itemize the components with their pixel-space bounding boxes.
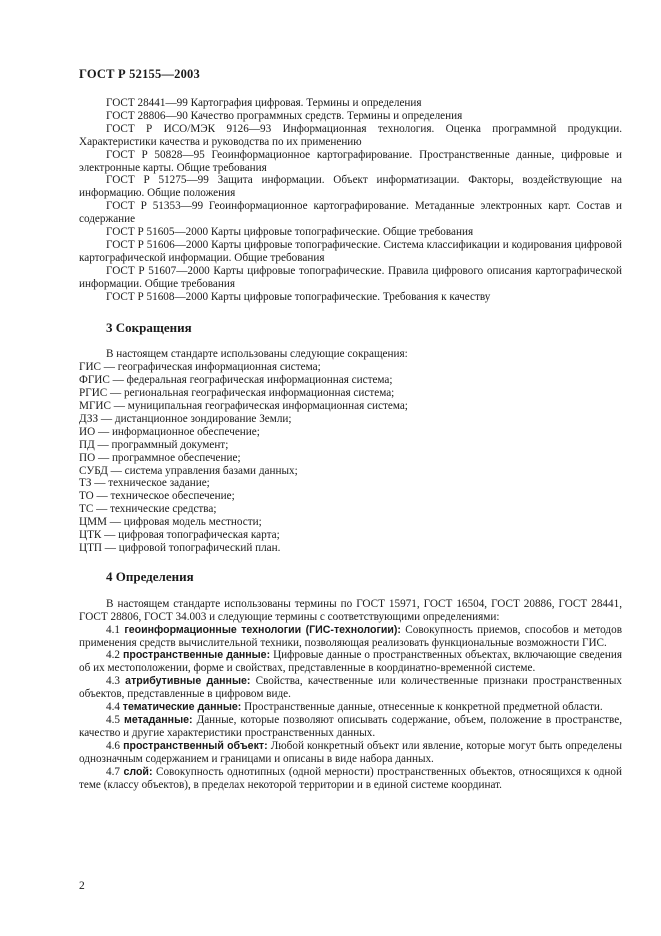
reference-item: ГОСТ 28806—90 Качество программных средств. Термины и определения (106, 109, 463, 122)
document-header: ГОСТ Р 52155—2003 (79, 67, 200, 81)
abbreviation-item: ПО — программное обеспечение; (79, 451, 241, 464)
definition-number: 4.3 (106, 675, 120, 688)
definition-term: слой: (123, 765, 153, 778)
abbreviation-item: ЦТП — цифровой топографический план. (79, 542, 281, 554)
definition-item (79, 701, 622, 714)
definition-item (79, 624, 622, 650)
definition-text: Пространственные данные, отнесенные к конкретной предметной области. (244, 701, 603, 714)
references-list (79, 97, 622, 304)
definition-item (79, 766, 622, 792)
definition-term: пространственные данные: (122, 649, 271, 662)
reference-item: ГОСТ Р 51275—99 Защита информации. Объект информатизации. Факторы, воздействующие на информацию. Общие положения (79, 174, 622, 200)
definition-term: метаданные: (124, 713, 193, 726)
definition-number: 4.6 (106, 739, 120, 752)
definition-term: атрибутивные данные: (125, 675, 251, 688)
definition-number: 4.1 (106, 623, 120, 636)
definition-text: Совокупность приемов, способов и методов применения средств вычислительной техники, позволяющая реализовать функциональные возможности ГИС. (79, 623, 622, 649)
abbreviation-item: ФГИС — федеральная географическая информационная система; (79, 374, 393, 387)
definition-term: тематические данные: (122, 701, 242, 714)
abbreviation-item: ЦММ — цифровая модель местности; (79, 516, 262, 529)
abbreviations-list (79, 348, 622, 555)
abbreviations-intro: В настоящем стандарте использованы следующие сокращения: (106, 348, 408, 361)
page-number: 2 (79, 880, 85, 892)
abbreviation-item: ТС — технические средства; (79, 503, 217, 516)
definition-text: Цифровые данные о пространственных объектах, включающие сведения об их местоположении, форме и свойствах, представленные в координатно-временно́й системе. (79, 649, 623, 675)
section-4-heading: 4 Определения (106, 568, 194, 584)
reference-item: ГОСТ Р 51353—99 Геоинформационное картографирование. Метаданные электронных карт. Состав и содержание (79, 200, 622, 226)
definition-term: пространственный объект: (123, 739, 268, 752)
definition-number: 4.7 (106, 765, 120, 778)
abbreviation-item: ГИС — географическая информационная система; (79, 361, 321, 374)
reference-item: ГОСТ Р 51605—2000 Карты цифровые топографические. Общие требования (106, 226, 474, 239)
definitions-intro: В настоящем стандарте использованы термины по ГОСТ 15971, ГОСТ 16504, ГОСТ 20886, ГОСТ 28441, ГОСТ 28806, ГОСТ 34.003 и следующие термины с соответствующими определениями: (79, 597, 622, 623)
reference-item: ГОСТ Р ИСО/МЭК 9126—93 Информационная технология. Оценка программной продукции. Характеристики качества и руководства по их применению (79, 122, 622, 148)
abbreviation-item: ПД — программный документ; (79, 438, 229, 451)
abbreviation-item: ИО — информационное обеспечение; (79, 425, 260, 438)
reference-item: ГОСТ Р 51606—2000 Карты цифровые топографические. Система классификации и кодирования цифровой картографической информации. Общие требования (79, 238, 622, 264)
definition-number: 4.4 (106, 701, 120, 714)
abbreviation-item: ДЗЗ — дистанционное зондирование Земли; (79, 412, 292, 425)
definition-text: Совокупность однотипных (одной мерности) пространственных объектов, относящихся к одной теме (классу объектов), в пределах некоторой территории и в единой системе координат. (79, 765, 622, 791)
definition-text: Любой конкретный объект или явление, которые могут быть определены однозначным содержанием и границами и описаны в виде набора данных. (79, 739, 623, 765)
definition-text: Свойства, качественные или количественные признаки пространственных объектов, представленные в цифровом виде. (79, 675, 622, 701)
definition-term: геоинформационные технологии (ГИС-технологии): (124, 623, 401, 636)
reference-item: ГОСТ 28441—99 Картография цифровая. Термины и определения (106, 97, 422, 109)
reference-item: ГОСТ Р 50828—95 Геоинформационное картографирование. Пространственные данные, цифровые и электронные карты. Общие требования (79, 148, 622, 174)
abbreviation-item: МГИС — муниципальная географическая информационная система; (79, 400, 408, 413)
abbreviation-item: ТЗ — техническое задание; (79, 477, 210, 490)
definition-item (79, 740, 622, 766)
definition-number: 4.2 (106, 649, 120, 662)
abbreviation-item: ТО — техническое обеспечение; (79, 490, 235, 503)
definition-text: Данные, которые позволяют описывать содержание, объем, положение в пространстве, качество и другие характеристики пространственных данных. (79, 713, 623, 739)
reference-item: ГОСТ Р 51607—2000 Карты цифровые топографические. Правила цифрового описания картографической информации. Общие требования (79, 264, 622, 290)
page-content (79, 97, 622, 791)
definition-item (79, 714, 622, 740)
abbreviation-item: РГИС — региональная географическая информационная система; (79, 387, 395, 400)
definition-item (79, 649, 622, 675)
definition-number: 4.5 (106, 713, 120, 726)
definition-item (79, 675, 622, 701)
reference-item: ГОСТ Р 51608—2000 Карты цифровые топографические. Требования к качеству (106, 290, 491, 303)
abbreviation-item: ЦТК — цифровая топографическая карта; (79, 529, 280, 542)
abbreviation-item: СУБД — система управления базами данных; (79, 464, 298, 477)
section-3-heading: 3 Сокращения (106, 319, 192, 335)
definitions-list (79, 598, 622, 792)
